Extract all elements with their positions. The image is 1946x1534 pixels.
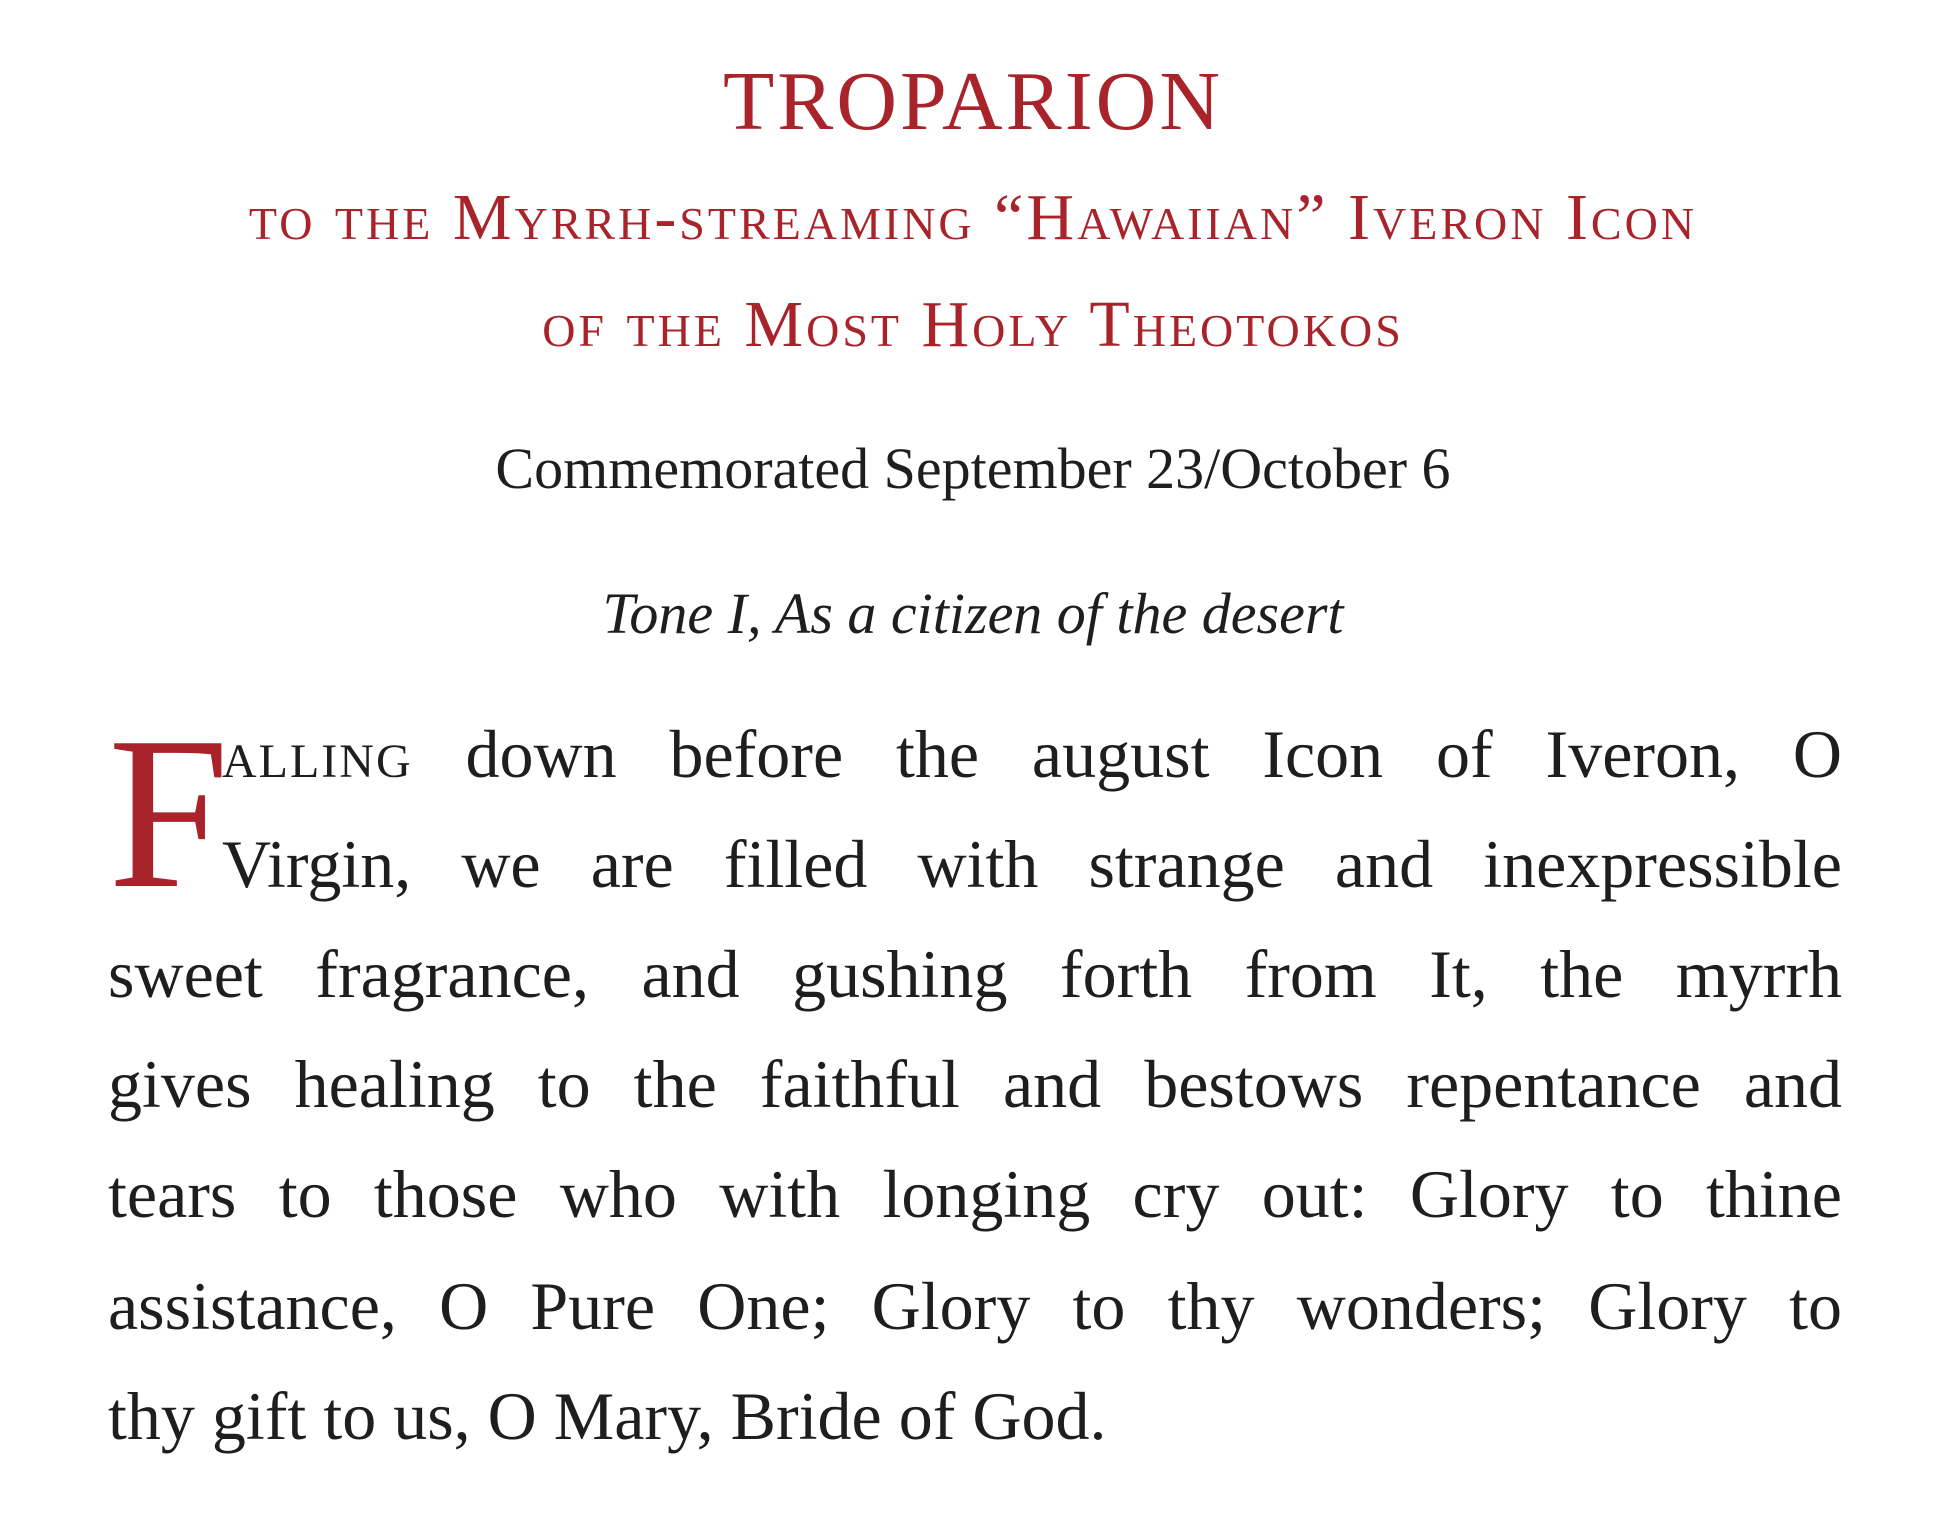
hymn-line-2: Virgin, we are filled with strange and inexpressible bbox=[222, 826, 1842, 902]
subtitle-line-2: of the Most Holy Theotokos bbox=[542, 288, 1404, 361]
drop-cap: F bbox=[108, 693, 230, 934]
hymn-line-1 bbox=[222, 716, 1842, 792]
hymn-line-1-text: down before the august Icon of Iveron, O bbox=[412, 716, 1842, 792]
hymn-line-4: gives healing to the faithful and bestows repentance and bbox=[108, 1046, 1842, 1122]
tone-line: Tone I, As a citizen of the desert bbox=[602, 581, 1344, 646]
hymn-line-6: assistance, O Pure One; Glory to thy wonders; Glory to bbox=[108, 1268, 1842, 1344]
hymn-line-5: tears to those who with longing cry out: Glory to thine bbox=[108, 1156, 1842, 1232]
first-word-small-caps: alling bbox=[222, 716, 413, 792]
hymn-line-3: sweet fragrance, and gushing forth from It, the myrrh bbox=[108, 936, 1842, 1012]
troparion-title: TROPARION bbox=[723, 55, 1223, 148]
hymn-line-7: thy gift to us, O Mary, Bride of God. bbox=[108, 1378, 1107, 1454]
subtitle-line-1: to the Myrrh-streaming “Hawaiian” Iveron Icon bbox=[248, 181, 1698, 254]
commemoration-date: Commemorated September 23/October 6 bbox=[495, 436, 1451, 501]
